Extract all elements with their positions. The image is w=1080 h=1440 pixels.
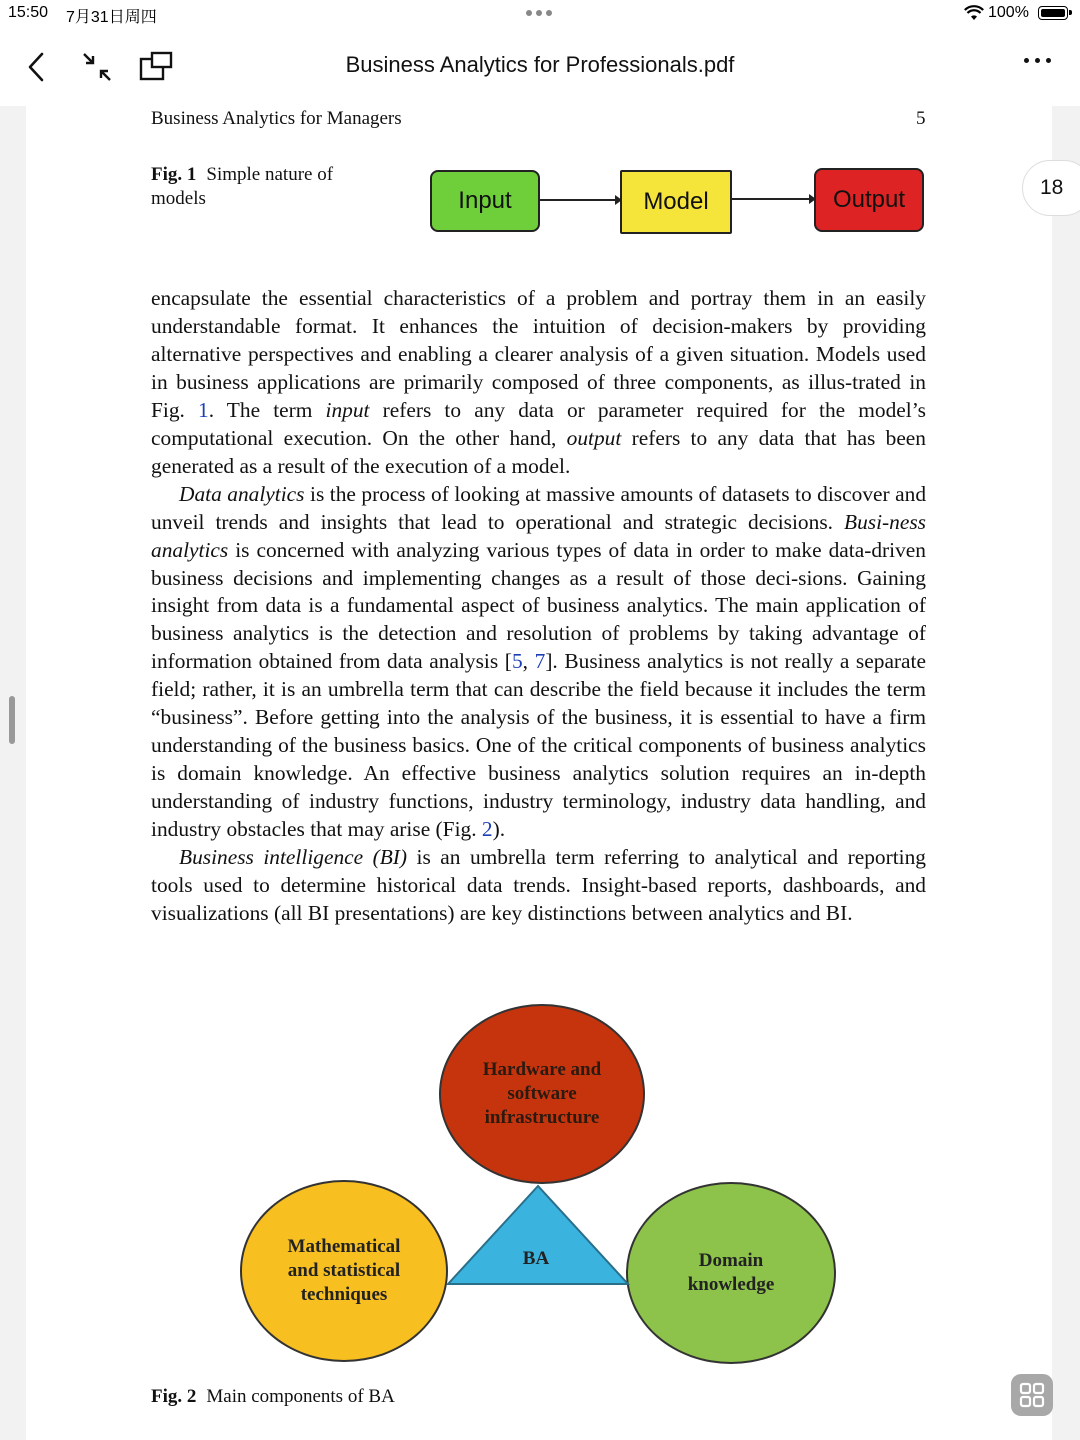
status-time: 15:50 <box>8 4 49 21</box>
fig1-link[interactable]: 1 <box>198 397 209 422</box>
wifi-icon <box>964 5 984 21</box>
page-number: 5 <box>916 108 926 129</box>
status-bar <box>0 0 1080 28</box>
body-text <box>151 285 926 928</box>
fig2-top-label: Hardware and software infrastructure <box>482 1059 602 1128</box>
battery-percent: 100% <box>988 4 1029 21</box>
status-date: 7月31日周四 <box>66 9 157 26</box>
fig1-caption <box>151 163 391 211</box>
document-title: Business Analytics for Professionals.pdf <box>345 52 735 77</box>
fig2-math-stat-circle <box>240 1180 448 1362</box>
multitasking-dots-icon[interactable] <box>526 10 552 16</box>
fig2-domain-knowledge-circle <box>626 1182 836 1364</box>
fig2-right-label: Domain knowledge <box>687 1250 775 1295</box>
fig2-caption-text: Main components of BA <box>206 1386 395 1407</box>
fig1-arrow-input-model <box>540 199 620 201</box>
fig1-output-box: Output <box>814 168 924 232</box>
scroll-handle[interactable] <box>9 696 15 744</box>
ref-5-link[interactable]: 5 <box>511 649 523 674</box>
fig1-arrow-model-output <box>732 198 814 200</box>
more-options-icon[interactable] <box>1024 58 1051 63</box>
fig1-label: Fig. 1 <box>151 164 197 185</box>
ref-7-link[interactable]: 7 <box>534 649 546 674</box>
pdf-page[interactable] <box>26 106 1052 1440</box>
paragraph-3: Business intelligence (BI) is an umbrella term referring to analytical and reporting tools used to determine historical data trends. Insight-based reports, dashboards, and visualizations (all BI presentations) are key distinctions between analytics and BI. <box>151 845 926 925</box>
fig1-model-box: Model <box>620 170 732 234</box>
fig2-link[interactable]: 2 <box>481 817 493 842</box>
battery-icon <box>1038 6 1068 20</box>
fig2-hardware-software-circle <box>439 1004 645 1184</box>
nav-bar <box>0 28 1080 106</box>
thumbnail-grid-button[interactable] <box>1011 1374 1053 1416</box>
grid-icon <box>1011 1374 1053 1416</box>
collapse-arrows-icon[interactable] <box>80 50 114 84</box>
fig1-input-box: Input <box>430 170 540 232</box>
fig2-label: Fig. 2 <box>151 1386 197 1407</box>
paragraph-2: Data analytics is the process of looking at massive amounts of datasets to discover and unveil trends and insights that lead to operational and strategic decisions. Busi-ness analytics is concerned with analyzing various types of data in order to make data-driven business decisions and implementing changes as a result of those deci-sions. Gaining insight from data is a fundamental aspect of business analytics. The main application of business analytics is the detection and resolution of problems by taking advantage of information obtained from data analysis [5, 7]. Business analytics is not really a separate field; rather, it is an umbrella term that can describe the field because it includes the term “business”. Before getting into the analysis of the business, it is essential to have a firm understanding of the business basics. One of the critical components of business analytics is domain knowledge. An effective business analytics solution requires an in-depth understanding of industry functions, industry terminology, industry data handling, and industry obstacles that may arise (Fig. 2). <box>151 481 927 842</box>
fig2-caption <box>151 1386 395 1408</box>
running-head: Business Analytics for Managers <box>151 108 402 129</box>
back-chevron-icon[interactable] <box>22 50 52 84</box>
fig1-caption-text: Simple nature of models <box>151 164 334 209</box>
paragraph-1: encapsulate the essential characteristics of a problem and portray them in an easily understandable format. It enhances the intuition of decision-makers by providing alternative perspectives and enabling a clearer analysis of a given situation. Models used in business applications are primarily composed of three components, as illus-trated in Fig. 1. The term input refers to any data or parameter required for the model’s computational execution. On the other hand, output refers to any data that has been generated as a result of the execution of a model. <box>151 286 926 478</box>
fig2-ba-triangle <box>446 1184 630 1286</box>
page-indicator-badge[interactable]: 18 <box>1022 160 1080 216</box>
fig2-left-label: Mathematical and statistical techniques <box>287 1236 401 1305</box>
window-icon[interactable] <box>138 50 174 84</box>
fig2-ba-label: BA <box>522 1248 550 1269</box>
